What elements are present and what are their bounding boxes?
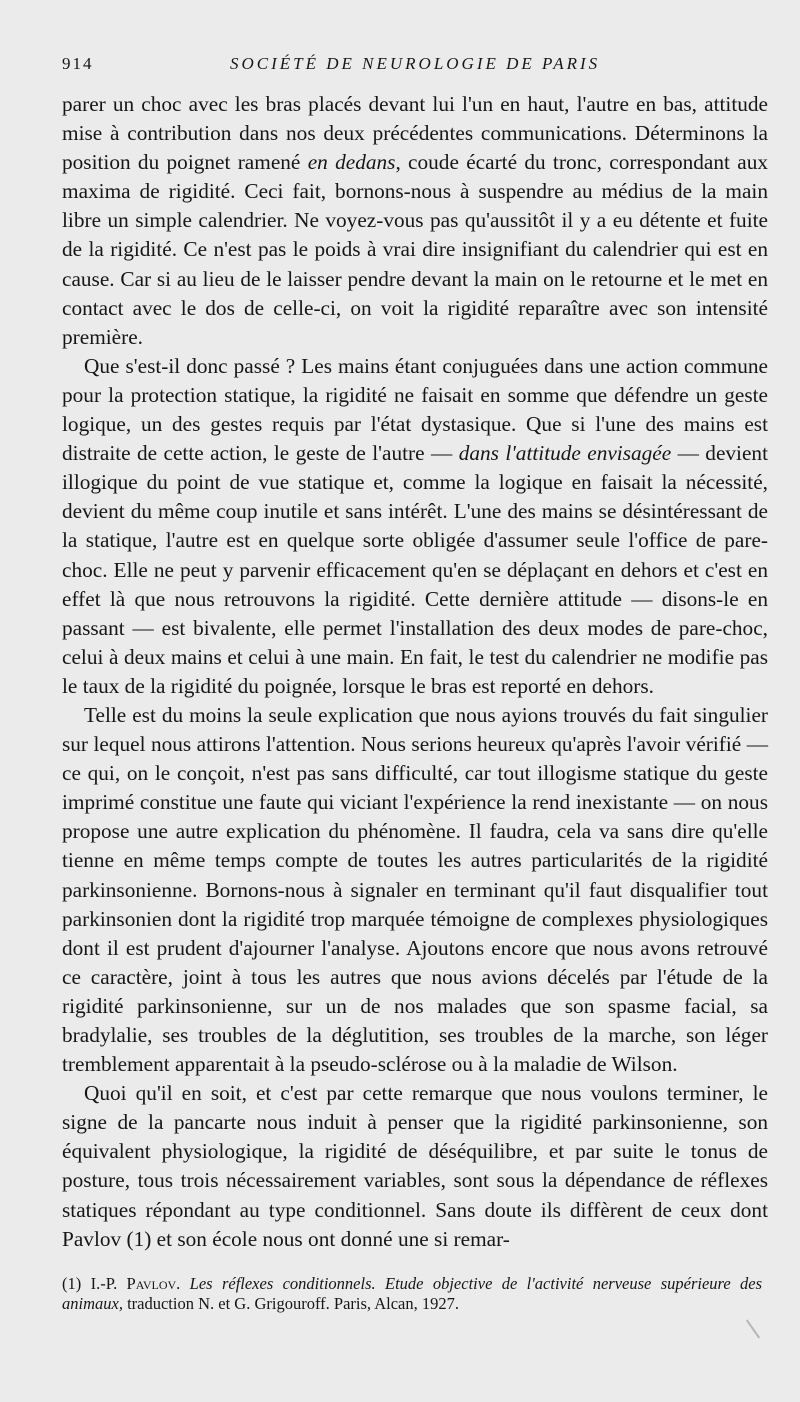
paragraph xyxy=(62,1079,768,1254)
text-run: — devient illogique du point de vue statique et, comme la logique en faisait la nécessité, devient du même coup inutile et sans intérêt. L'une des mains se désintéressant de la statique, l'autre est en quelque sorte obligée d'assumer seule l'office de pare-choc. Elle ne peut y parvenir efficacement qu'en se déplaçant en dehors et c'est en effet là que nous retrouvons la rigidité. Cette dernière attitude — disons-le en passant — est bivalente, elle permet l'installation des deux modes de pare-choc, celui à deux mains et celui à une main. En fait, le test du calendrier ne modifie pas le taux de la rigidité du poignée, lorsque le bras est reporté en dehors. xyxy=(62,441,768,698)
italic-text: en dedans xyxy=(307,150,396,175)
footnote-marker: (1) xyxy=(62,1274,82,1293)
text-run: Telle est du moins la seule explication que nous ayions trouvés du fait singulier sur lequel nous attirons l'attention. Nous serions heureux qu'après l'avoir vérifié — ce qui, on le conçoit, n'est pas sans difficulté, car tout illogisme statique du geste imprimé constitue une faute qui viciant l'expérience la rend inexistante — on nous propose une autre explication du phénomène. Il faudra, cela va sans dire qu'elle tienne en même temps compte de toutes les autres particularités de la rigidité parkinsonienne. Bornons-nous à signaler en terminant qu'il faut disqualifier tout parkinsonien dont la rigidité trop marquée témoigne de complexes physiologiques dont il est prudent d'ajourner l'analyse. Ajoutons encore que nous avons retrouvé ce caractère, joint à tous les autres que nous avions décelés par l'étude de la rigidité parkinsonienne, sur un de nos malades que son spasme facial, sa bradylalie, ses troubles de la déglutition, ses troubles de la marche, son léger tremblement apparentait à la pseudo-sclérose ou à la maladie de Wilson. xyxy=(62,702,768,1077)
page-number: 914 xyxy=(62,54,94,73)
italic-text: dans l'attitude envisagée xyxy=(458,441,672,466)
footnote xyxy=(62,1274,762,1314)
text-run: Quoi qu'il en soit, et c'est par cette remarque que nous voulons terminer, le signe de la pancarte nous induit à penser que la rigidité parkinsonienne, son équivalent physiologique, la rigidité de déséquilibre, et par suite le tonus de posture, tous trois nécessairement variables, sont sous la dépendance de réflexes statiques répondant au type conditionnel. Sans doute ils diffèrent de ceux dont Pavlov (1) et son école nous ont donné une si remar- xyxy=(62,1081,768,1251)
page-header xyxy=(62,54,742,78)
text-run: , coude écarté du tronc, correspondant aux maxima de rigidité. Ceci fait, bornons-nous à suspendre au médius de la main libre un simple calendrier. Ne voyez-vous pas qu'aussitôt il y a eu détente et fuite de la rigidité. Ce n'est pas le poids à vrai dire insignifiant du calendrier qui est en cause. Car si au lieu de le laisser pendre devant la main on le retourne et le met en contact avec le dos de celle-ci, on voit la rigidité reparaître avec son intensité première. xyxy=(62,150,768,349)
body-text xyxy=(62,90,768,1254)
footnote-author: I.-P. Pavlov. xyxy=(90,1274,181,1293)
running-title: SOCIÉTÉ DE NEUROLOGIE DE PARIS xyxy=(230,54,601,73)
text-run: Que s'est-il donc passé ? Les mains étant conjuguées dans une action commune pour la protection statique, la rigidité ne faisait en somme que défendre un geste logique, un des gestes requis par l'état dystasique. Que si l'une des mains est distraite de cette action, le geste de l'autre — xyxy=(62,353,768,466)
page-mark xyxy=(746,1319,760,1338)
footnote-rest: traduction N. et G. Grigouroff. Paris, Alcan, 1927. xyxy=(122,1294,460,1313)
paragraph xyxy=(62,701,768,1079)
text-run: parer un choc avec les bras placés devant lui l'un en haut, l'autre en bas, attitude mise à contribution dans nos deux précédentes communications. Déterminons la position du poignet ramené xyxy=(62,92,768,175)
paragraph xyxy=(62,90,768,352)
paragraph xyxy=(62,352,768,701)
footnote-title: Les réflexes conditionnels. Etude objective de l'activité nerveuse supérieure des animaux, xyxy=(62,1274,763,1313)
